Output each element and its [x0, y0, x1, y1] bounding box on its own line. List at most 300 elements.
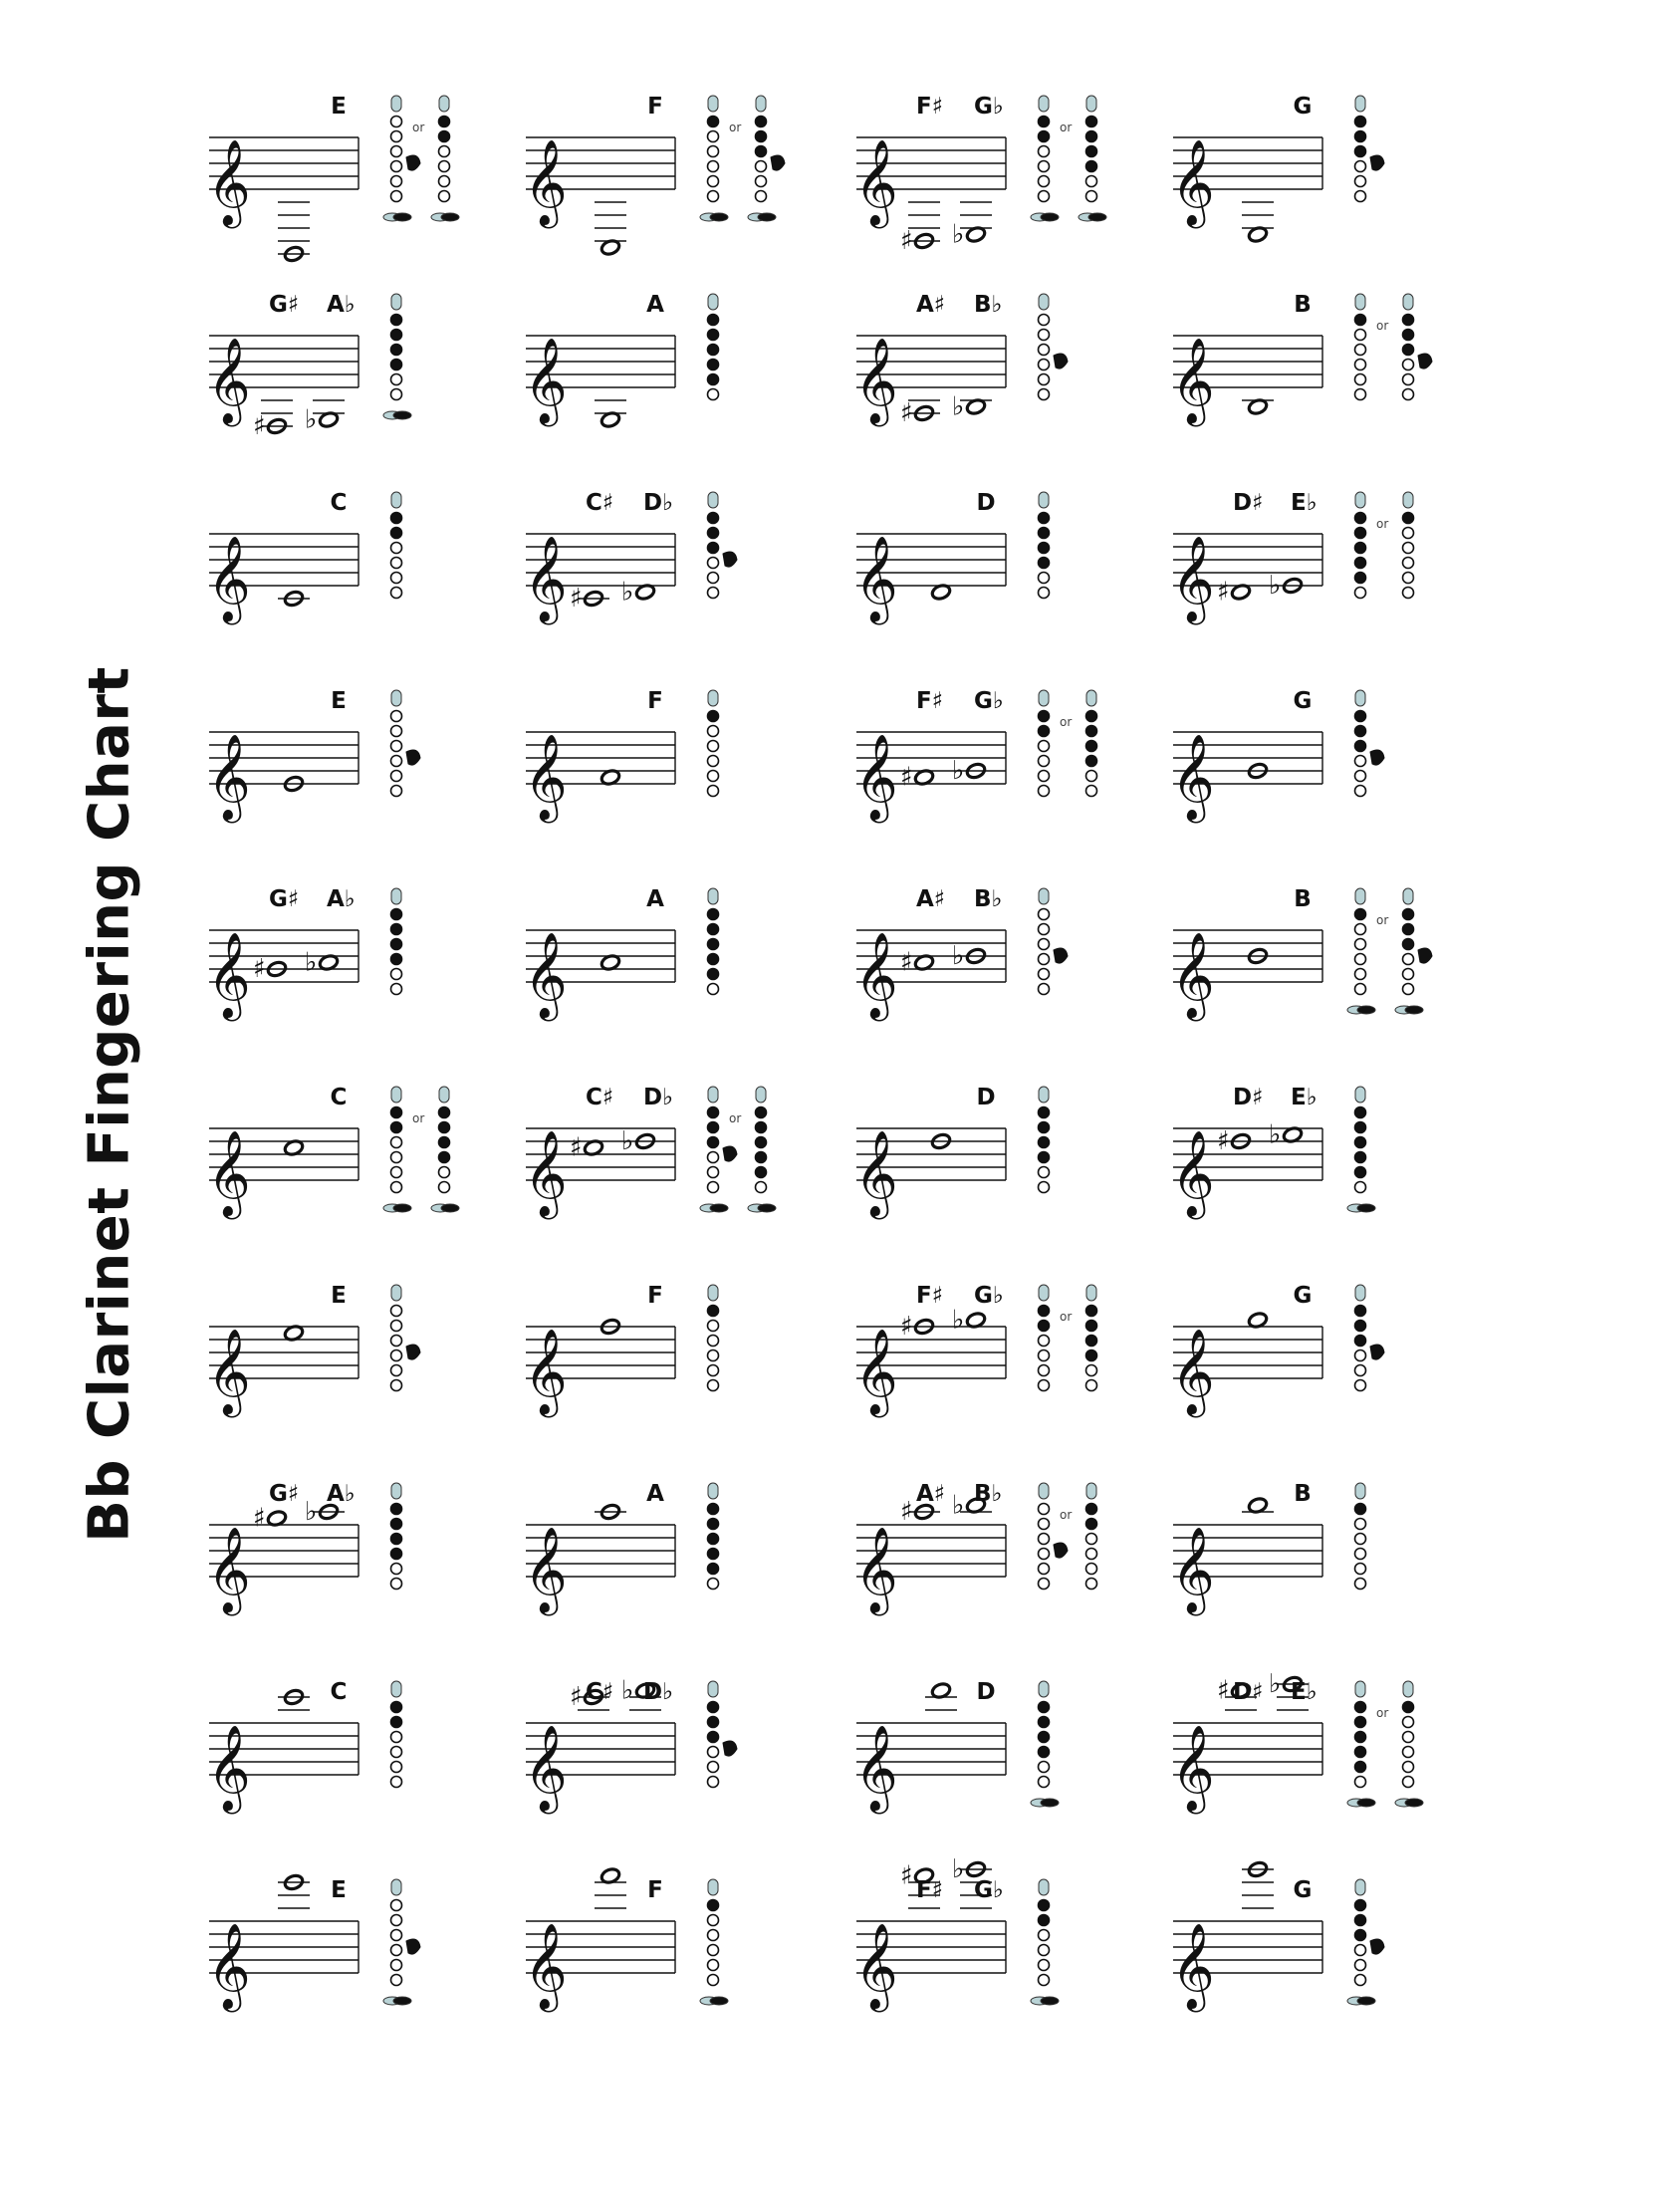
fingering-diagram [1355, 96, 1385, 202]
accidental-glyph: ♯ [900, 1312, 913, 1342]
staff-and-fingering [1163, 286, 1482, 455]
open-hole [1355, 1519, 1366, 1530]
open-hole [1086, 1380, 1097, 1391]
register-key [1403, 492, 1413, 508]
note-cell [199, 1079, 518, 1248]
open-hole [1039, 315, 1050, 326]
open-hole [1086, 771, 1097, 782]
note-name-label: F [647, 1877, 663, 1903]
note-cell [1163, 88, 1482, 257]
closed-hole [1403, 909, 1414, 920]
fingering-diagram [1347, 1681, 1375, 1807]
open-hole [1086, 1534, 1097, 1545]
open-hole [391, 1900, 402, 1911]
fingering-diagram [700, 1087, 737, 1212]
side-key [723, 1741, 737, 1756]
open-hole [391, 543, 402, 554]
note-cell [199, 88, 518, 257]
open-hole [391, 1182, 402, 1193]
open-hole [1355, 389, 1366, 400]
fingering-diagram [383, 1087, 411, 1212]
open-hole [1355, 330, 1366, 341]
accidental-glyph: ♯ [900, 1860, 913, 1891]
enharmonic-name-label: G♭ [974, 1877, 1004, 1903]
closed-hole [1086, 1350, 1097, 1361]
open-hole [708, 146, 719, 157]
fingering-diagram [391, 888, 402, 995]
open-hole [708, 573, 719, 584]
closed-hole [1355, 1747, 1366, 1758]
open-hole [708, 1152, 719, 1163]
register-key [708, 888, 718, 904]
staff-and-fingering [516, 1673, 835, 1842]
closed-hole [708, 1900, 719, 1911]
open-hole [1039, 741, 1050, 752]
note-name-label: D♯ [1233, 490, 1264, 516]
open-hole [439, 1167, 450, 1178]
open-hole [1039, 146, 1050, 157]
closed-hole [391, 315, 402, 326]
closed-hole [1039, 1732, 1050, 1743]
open-hole [1355, 1549, 1366, 1560]
note-cell [1163, 1475, 1482, 1644]
closed-hole [391, 1504, 402, 1515]
note-cell [199, 682, 518, 852]
note-cell [846, 682, 1165, 852]
staff-and-fingering [516, 1079, 835, 1248]
closed-hole [1355, 558, 1366, 569]
fingering-diagram [391, 1285, 421, 1391]
fingering-diagram [700, 1879, 728, 2005]
side-key [723, 1146, 737, 1161]
enharmonic-name-label: E♭ [1291, 1679, 1318, 1705]
staff-and-fingering [1163, 1871, 1482, 2041]
note-name-label: C [330, 490, 348, 516]
fingering-diagram [391, 690, 421, 797]
closed-hole [391, 513, 402, 524]
note-cell [1163, 880, 1482, 1050]
side-key [406, 1939, 420, 1954]
pinky-key [758, 1204, 776, 1212]
accidental-glyph: ♭ [305, 404, 318, 435]
open-hole [391, 191, 402, 202]
treble-clef-icon: 𝄞 [207, 338, 251, 423]
pinky-key [1357, 1204, 1375, 1212]
open-hole [1039, 1519, 1050, 1530]
closed-hole [1086, 117, 1097, 127]
open-hole [1355, 345, 1366, 356]
fingering-diagram [708, 294, 719, 400]
note-name-label: G♯ [269, 886, 300, 912]
side-key [1370, 155, 1384, 170]
staff-and-fingering [1163, 1669, 1482, 1842]
open-hole [1403, 543, 1414, 554]
note-cell [516, 484, 835, 653]
open-hole [1039, 1777, 1050, 1788]
pinky-key [441, 1204, 459, 1212]
open-hole [708, 558, 719, 569]
closed-hole [708, 1306, 719, 1317]
fingering-diagram [1039, 294, 1069, 400]
note-cell [1163, 286, 1482, 455]
closed-hole [1086, 1519, 1097, 1530]
closed-hole [1086, 756, 1097, 767]
side-key [1054, 1543, 1068, 1558]
side-key [1370, 1939, 1384, 1954]
treble-clef-icon: 𝄞 [524, 1923, 568, 2009]
side-key [1370, 750, 1384, 765]
open-hole [1355, 176, 1366, 187]
note-cell [199, 1277, 518, 1446]
closed-hole [439, 117, 450, 127]
treble-clef-icon: 𝄞 [524, 139, 568, 225]
accidental-glyph: ♭ [1269, 1119, 1282, 1150]
open-hole [391, 389, 402, 400]
closed-hole [1355, 1702, 1366, 1713]
closed-hole [1039, 1107, 1050, 1118]
closed-hole [391, 1702, 402, 1713]
closed-hole [391, 924, 402, 935]
open-hole [1355, 1945, 1366, 1956]
closed-hole [756, 1122, 767, 1133]
pinky-key [393, 411, 411, 419]
closed-hole [1039, 1152, 1050, 1163]
open-hole [1403, 984, 1414, 995]
register-key [1403, 1681, 1413, 1697]
staff-and-fingering [846, 1277, 1165, 1446]
fingering-diagram [1086, 1285, 1097, 1391]
closed-hole [1403, 939, 1414, 950]
closed-hole [1039, 1717, 1050, 1728]
open-hole [391, 1747, 402, 1758]
closed-hole [708, 315, 719, 326]
pinky-key [1357, 1997, 1375, 2005]
or-text: or [1376, 913, 1389, 927]
fingering-diagram [700, 96, 728, 221]
pinky-key [1357, 1799, 1375, 1807]
fingering-diagram [1039, 1483, 1069, 1590]
closed-hole [708, 528, 719, 539]
open-hole [1039, 1945, 1050, 1956]
closed-hole [1355, 711, 1366, 722]
note-name-label: G [1293, 688, 1313, 714]
note-name-label: G♯ [269, 292, 300, 318]
closed-hole [708, 1732, 719, 1743]
closed-hole [1039, 1137, 1050, 1148]
enharmonic-name-label: G♭ [974, 94, 1004, 120]
register-key [1355, 1483, 1365, 1499]
pinky-key [1357, 1006, 1375, 1014]
fingering-diagram [748, 1087, 776, 1212]
note-name-label: F [647, 94, 663, 120]
note-name-label: B [1294, 292, 1312, 318]
fingering-diagram [1355, 1483, 1366, 1590]
open-hole [391, 146, 402, 157]
register-key [756, 1087, 766, 1103]
open-hole [1355, 1960, 1366, 1971]
open-hole [1039, 1579, 1050, 1590]
note-name-label: B [1294, 1481, 1312, 1507]
register-key [1355, 1879, 1365, 1895]
accidental-glyph: ♯ [900, 762, 913, 793]
closed-hole [391, 360, 402, 370]
open-hole [1086, 1579, 1097, 1590]
open-hole [391, 1167, 402, 1178]
note-cell [199, 286, 518, 455]
open-hole [708, 984, 719, 995]
open-hole [1403, 558, 1414, 569]
open-hole [391, 1930, 402, 1941]
open-hole [1039, 161, 1050, 172]
open-hole [391, 1365, 402, 1376]
closed-hole [391, 1122, 402, 1133]
register-key [708, 1483, 718, 1499]
fingering-diagram [708, 888, 719, 995]
open-hole [1355, 939, 1366, 950]
open-hole [391, 573, 402, 584]
note-name-label: A [646, 292, 664, 318]
closed-hole [439, 1137, 450, 1148]
open-hole [1039, 909, 1050, 920]
open-hole [439, 191, 450, 202]
register-key [708, 96, 718, 112]
note-name-label: C♯ [586, 1679, 614, 1705]
closed-hole [708, 374, 719, 385]
fingering-diagram [1031, 1879, 1059, 2005]
treble-clef-icon: 𝄞 [1171, 1130, 1215, 1216]
open-hole [391, 756, 402, 767]
open-hole [1086, 786, 1097, 797]
open-hole [1355, 756, 1366, 767]
accidental-glyph: ♭ [305, 1497, 318, 1527]
fingering-diagram [1347, 1087, 1375, 1212]
open-hole [708, 131, 719, 142]
open-hole [391, 726, 402, 737]
open-hole [708, 1945, 719, 1956]
fingering-diagram [391, 1483, 402, 1590]
open-hole [391, 1152, 402, 1163]
note-cell [516, 286, 835, 455]
treble-clef-icon: 𝄞 [524, 1130, 568, 1216]
open-hole [1403, 1762, 1414, 1773]
register-key [391, 690, 401, 706]
register-key [1039, 690, 1049, 706]
fingering-diagram [1039, 1087, 1050, 1193]
open-hole [1039, 360, 1050, 370]
note-name-label: C [330, 1679, 348, 1705]
closed-hole [708, 1122, 719, 1133]
open-hole [1039, 1380, 1050, 1391]
register-key [391, 294, 401, 310]
closed-hole [391, 528, 402, 539]
treble-clef-icon: 𝄞 [1171, 536, 1215, 621]
closed-hole [1355, 131, 1366, 142]
open-hole [391, 374, 402, 385]
note-cell [516, 1079, 835, 1248]
closed-hole [708, 969, 719, 980]
enharmonic-name-label: G♭ [974, 1283, 1004, 1309]
note-name-label: A [646, 1481, 664, 1507]
register-key [708, 690, 718, 706]
register-key [1039, 1285, 1049, 1301]
pinky-key [710, 1204, 728, 1212]
or-text: or [412, 121, 425, 134]
open-hole [391, 969, 402, 980]
open-hole [708, 161, 719, 172]
closed-hole [1086, 161, 1097, 172]
staff-and-fingering [199, 286, 518, 455]
fingering-diagram [1079, 96, 1106, 221]
treble-clef-icon: 𝄞 [207, 139, 251, 225]
open-hole [1039, 573, 1050, 584]
accidental-glyph: ♭ [952, 941, 965, 971]
fingering-diagram [708, 492, 738, 599]
pinky-key [393, 1204, 411, 1212]
fingering-diagram [391, 492, 402, 599]
register-key [1039, 888, 1049, 904]
or-text: or [1060, 1508, 1073, 1522]
pinky-key [758, 213, 776, 221]
open-hole [1039, 1564, 1050, 1575]
open-hole [1403, 573, 1414, 584]
staff-and-fingering [846, 484, 1165, 653]
open-hole [708, 726, 719, 737]
open-hole [439, 176, 450, 187]
staff-and-fingering [846, 1673, 1165, 1842]
enharmonic-name-label: A♭ [327, 292, 356, 318]
open-hole [1355, 1182, 1366, 1193]
pinky-key [1405, 1799, 1423, 1807]
open-hole [391, 711, 402, 722]
treble-clef-icon: 𝄞 [207, 1527, 251, 1612]
open-hole [391, 1960, 402, 1971]
open-hole [1039, 786, 1050, 797]
open-hole [1039, 924, 1050, 935]
staff-and-fingering [516, 1871, 835, 2041]
open-hole [708, 1960, 719, 1971]
accidental-glyph: ♯ [570, 1682, 583, 1712]
side-key [771, 155, 785, 170]
open-hole [708, 756, 719, 767]
staff-and-fingering [199, 1079, 518, 1248]
register-key [1039, 1087, 1049, 1103]
register-key [1403, 888, 1413, 904]
note-name-label: D♯ [1233, 1679, 1264, 1705]
note-cell [1163, 1079, 1482, 1248]
closed-hole [1039, 117, 1050, 127]
note-cell [199, 1871, 518, 2041]
fingering-diagram [1347, 888, 1375, 1014]
open-hole [391, 1564, 402, 1575]
pinky-key [1088, 213, 1106, 221]
closed-hole [391, 1717, 402, 1728]
accidental-glyph: ♯ [900, 398, 913, 428]
register-key [708, 492, 718, 508]
open-hole [391, 161, 402, 172]
pinky-key [441, 213, 459, 221]
open-hole [708, 1777, 719, 1788]
open-hole [1039, 1534, 1050, 1545]
treble-clef-icon: 𝄞 [1171, 338, 1215, 423]
note-cell [846, 286, 1165, 455]
open-hole [708, 588, 719, 599]
closed-hole [756, 1107, 767, 1118]
accidental-glyph: ♭ [1269, 571, 1282, 601]
note-name-label: G [1293, 94, 1313, 120]
register-key [1039, 1879, 1049, 1895]
fingering-diagram [1355, 294, 1366, 400]
open-hole [708, 389, 719, 400]
treble-clef-icon: 𝄞 [854, 338, 898, 423]
staff-and-fingering [199, 682, 518, 852]
staff-and-fingering [516, 88, 835, 257]
note-name-label: E [331, 1877, 347, 1903]
note-cell [516, 880, 835, 1050]
register-key [1086, 1285, 1096, 1301]
note-cell [199, 1673, 518, 1842]
open-hole [1039, 1336, 1050, 1347]
fingering-diagram [1039, 492, 1050, 599]
register-key [708, 1087, 718, 1103]
staff-and-fingering [846, 1475, 1165, 1644]
accidental-glyph: ♯ [900, 1497, 913, 1527]
open-hole [391, 1350, 402, 1361]
open-hole [391, 1762, 402, 1773]
note-name-label: F♯ [916, 688, 943, 714]
open-hole [391, 771, 402, 782]
closed-hole [1039, 1747, 1050, 1758]
note-name-label: D [976, 490, 996, 516]
open-hole [1039, 191, 1050, 202]
note-cell [1163, 484, 1482, 653]
open-hole [1039, 984, 1050, 995]
closed-hole [1355, 1152, 1366, 1163]
open-hole [1039, 389, 1050, 400]
open-hole [1086, 191, 1097, 202]
note-name-label: C [330, 1085, 348, 1110]
open-hole [1403, 1732, 1414, 1743]
note-cell [199, 484, 518, 653]
treble-clef-icon: 𝄞 [524, 1527, 568, 1612]
open-hole [708, 1930, 719, 1941]
note-cell [846, 1673, 1165, 1842]
fingering-diagram [708, 1483, 719, 1590]
closed-hole [391, 909, 402, 920]
note-name-label: G [1293, 1877, 1313, 1903]
open-hole [1039, 176, 1050, 187]
accidental-glyph: ♭ [952, 1490, 965, 1521]
fingering-diagram [1086, 1483, 1097, 1590]
treble-clef-icon: 𝄞 [207, 1329, 251, 1414]
pinky-key [393, 213, 411, 221]
treble-clef-icon: 𝄞 [1171, 139, 1215, 225]
staff-and-fingering [846, 682, 1165, 852]
staff-and-fingering [846, 88, 1165, 257]
open-hole [1355, 954, 1366, 965]
closed-hole [1355, 1900, 1366, 1911]
closed-hole [708, 1564, 719, 1575]
note-cell [846, 880, 1165, 1050]
register-key [708, 1285, 718, 1301]
closed-hole [708, 909, 719, 920]
open-hole [1086, 1549, 1097, 1560]
accidental-glyph: ♭ [952, 219, 965, 250]
open-hole [439, 1182, 450, 1193]
treble-clef-icon: 𝄞 [207, 932, 251, 1018]
register-key [1086, 1483, 1096, 1499]
accidental-glyph: ♭ [952, 756, 965, 786]
closed-hole [756, 1167, 767, 1178]
